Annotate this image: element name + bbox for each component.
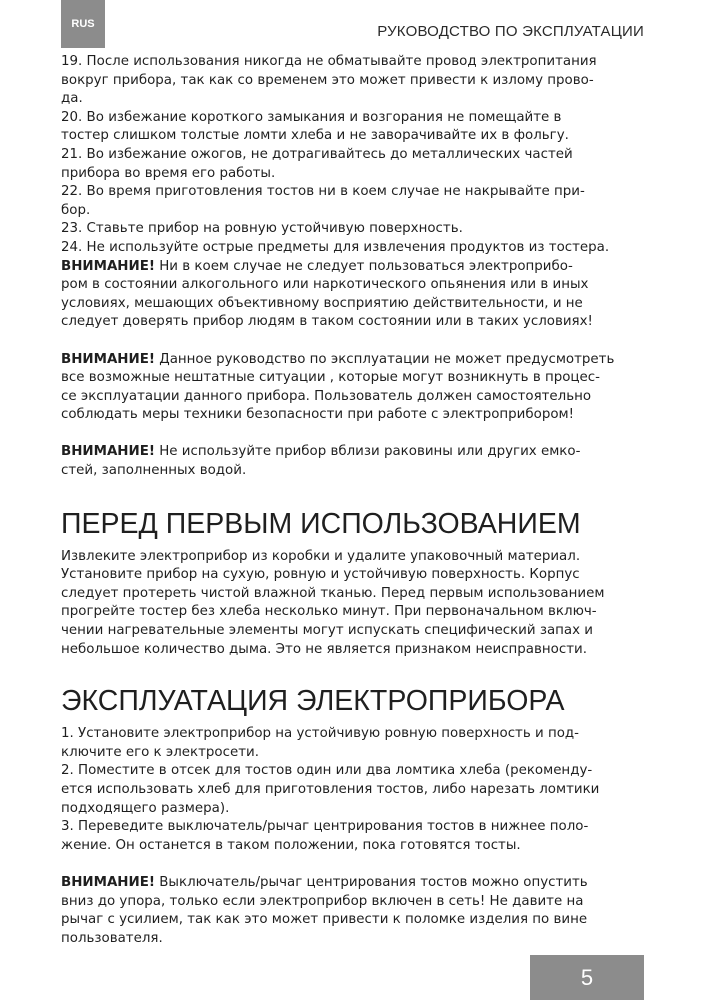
- text-line: 20. Во избежание короткого замыкания и возгорания не помещайте в: [61, 109, 562, 125]
- warning-text: Не используйте прибор вблизи раковины или других емко-: [154, 444, 581, 460]
- header-title: РУКОВОДСТВО ПО ЭКСПЛУАТАЦИИ: [377, 23, 644, 40]
- text-line: следует доверять прибор людям в таком состоянии или в таких условиях!: [61, 314, 593, 330]
- text-line: прибора во время его работы.: [61, 165, 276, 181]
- text-line: пользователя.: [61, 930, 163, 946]
- warning-text: Ни в коем случае не следует пользоваться электроприбо-: [154, 258, 573, 274]
- text-line: небольшое количество дыма. Это не является признаком неисправности.: [61, 641, 587, 657]
- text-line: [61, 351, 644, 370]
- section-title-operation: ЭКСПЛУАТАЦИЯ ЭЛЕКТРОПРИБОРА: [61, 685, 565, 718]
- text-line: условиях, мешающих объективному восприятию действительности, и не: [61, 295, 583, 311]
- text-line: 24. Не используйте острые предметы для извлечения продуктов из тостера.: [61, 239, 610, 255]
- first-use-text: [61, 548, 644, 660]
- text-line: 19. После использования никогда не обматывайте провод электропитания: [61, 54, 597, 69]
- text-line: да.: [61, 91, 83, 107]
- text-line: 21. Во избежание ожогов, не дотрагивайтесь до металлических частей: [61, 146, 573, 162]
- text-line: 22. Во время приготовления тостов ни в коем случае не накрывайте при-: [61, 184, 585, 200]
- text-line: 1. Установите электроприбор на устойчивую ровную поверхность и под-: [61, 726, 579, 742]
- text-line: вниз до упора, только если электроприбор включен в сеть! Не давите на: [61, 893, 584, 909]
- warning-label: ВНИМАНИЕ!: [61, 258, 155, 274]
- text-line: [61, 258, 644, 277]
- text-line: се эксплуатации данного прибора. Пользователь должен самостоятельно: [61, 388, 592, 404]
- text-line: следует протереть чистой влажной тканью. Перед первым использованием: [61, 585, 605, 601]
- warning-intoxication: [61, 258, 644, 332]
- section-title-first-use: ПЕРЕД ПЕРВЫМ ИСПОЛЬЗОВАНИЕМ: [61, 507, 581, 540]
- text-line: тостер слишком толстые ломти хлеба и не заворачивайте их в фольгу.: [61, 128, 569, 144]
- text-line: жение. Он останется в таком положении, пока готовятся тосты.: [61, 837, 521, 853]
- text-line: Установите прибор на сухую, ровную и устойчивую поверхность. Корпус: [61, 567, 580, 583]
- text-line: ключите его к электросети.: [61, 744, 259, 760]
- text-line: соблюдать меры техники безопасности при работе с электроприбором!: [61, 407, 574, 423]
- text-line: [61, 443, 644, 462]
- text-line: все возможные нештатные ситуации , которые могут возникнуть в процес-: [61, 370, 600, 386]
- text-line: бор.: [61, 202, 91, 218]
- warning-text: Данное руководство по эксплуатации не может предусмотреть: [154, 351, 615, 367]
- warning-water: [61, 443, 644, 480]
- text-line: рычаг с усилием, так как это может привести к поломке изделия по вине: [61, 912, 588, 928]
- text-line: стей, заполненных водой.: [61, 463, 247, 479]
- text-line: ется использовать хлеб для приготовления тостов, либо нарезать ломтики: [61, 782, 600, 797]
- text-line: 2. Поместите в отсек для тостов один или два ломтика хлеба (рекоменду-: [61, 763, 593, 779]
- page-number: 5: [530, 955, 644, 1000]
- text-line: [61, 874, 644, 893]
- text-line: Извлеките электроприбор из коробки и удалите упаковочный материал.: [61, 548, 581, 564]
- text-line: прогрейте тостер без хлеба несколько минут. При первоначальном включ-: [61, 604, 597, 620]
- language-tab: RUS: [61, 0, 105, 48]
- text-line: подходящего размера).: [61, 800, 230, 816]
- operation-steps: [61, 725, 644, 855]
- text-line: 23. Ставьте прибор на ровную устойчивую поверхность.: [61, 221, 463, 237]
- page-content: [61, 53, 644, 948]
- warning-label: ВНИМАНИЕ!: [61, 351, 155, 367]
- text-line: ром в состоянии алкогольного или наркотического опьянения или в иных: [61, 277, 589, 293]
- warning-text: Выключатель/рычаг центрирования тостов можно опустить: [154, 874, 588, 890]
- warning-label: ВНИМАНИЕ!: [61, 874, 155, 890]
- text-line: вокруг прибора, так как со временем это может привести к излому прово-: [61, 72, 594, 88]
- text-line: 3. Переведите выключатель/рычаг центрирования тостов в нижнее поло-: [61, 819, 589, 835]
- warning-label: ВНИМАНИЕ!: [61, 444, 155, 460]
- safety-list: [61, 53, 644, 258]
- warning-manual: [61, 351, 644, 425]
- warning-lever: [61, 874, 644, 948]
- text-line: чении нагревательные элементы могут испускать специфический запах и: [61, 623, 593, 639]
